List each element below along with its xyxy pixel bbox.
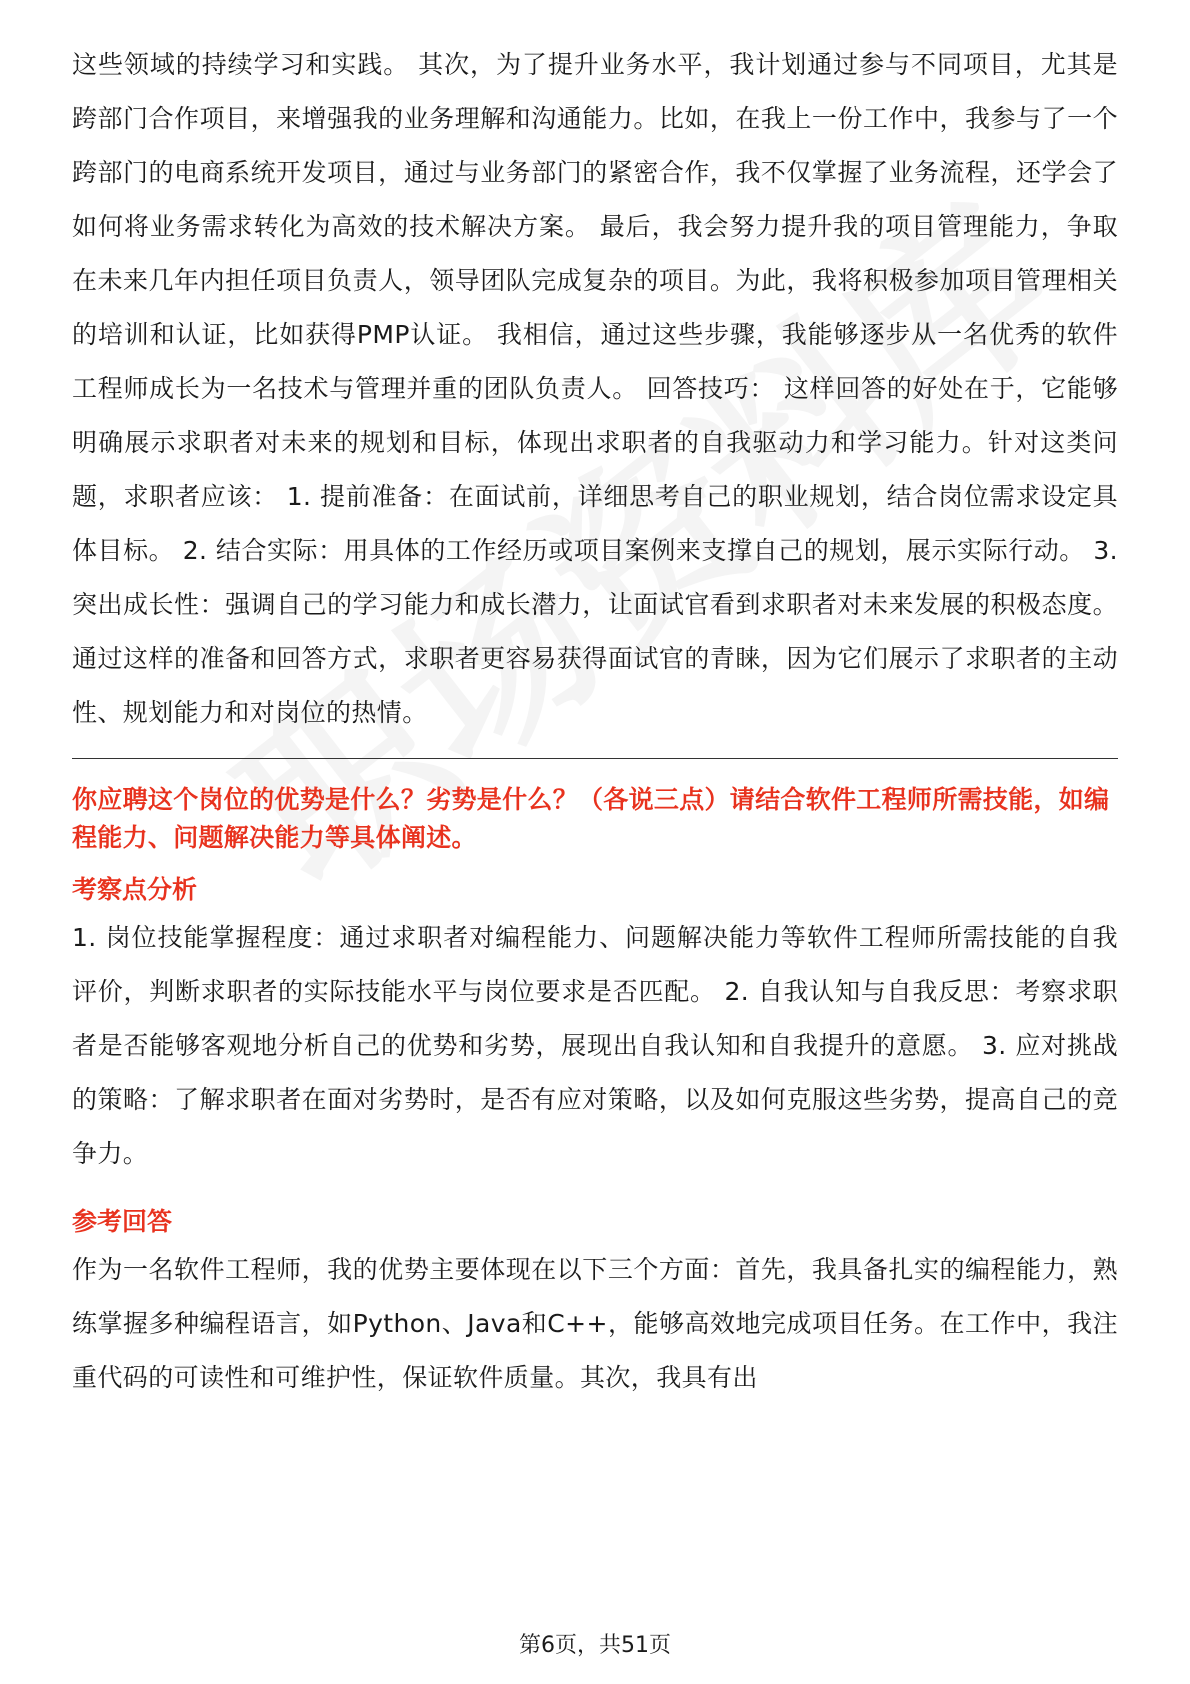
body-paragraph: 这些领域的持续学习和实践。 其次，为了提升业务水平，我计划通过参与不同项目，尤其是跨部门合作项目，来增强我的业务理解和沟通能力。比如，在我上一份工作中，我参与了一个跨部门的电商系统开发项目，通过与业务部门的紧密合作，我不仅掌握了业务流程，还学会了如何将业务需求转化为高效的技术解决方案。 最后，我会努力提升我的项目管理能力，争取在未来几年内担任项目负责人，领导团队完成复杂的项目。为此，我将积极参加项目管理相关的培训和认证，比如获得PMP认证。 我相信，通过这些步骤，我能够逐步从一名优秀的软件工程师成长为一名技术与管理并重的团队负责人。 回答技巧： 这样回答的好处在于，它能够明确展示求职者对未来的规划和目标，体现出求职者的自我驱动力和学习能力。针对这类问题，求职者应该： 1. 提前准备：在面试前，详细思考自己的职业规划，结合岗位需求设定具体目标。 2. 结合实际：用具体的工作经历或项目案例来支撑自己的规划，展示实际行动。 3. 突出成长性：强调自己的学习能力和成长潜力，让面试官看到求职者对未来发展的积极态度。 通过这样的准备和回答方式，求职者更容易获得面试官的青睐，因为它们展示了求职者的主动性、规划能力和对岗位的热情。 (72, 50, 1118, 727)
section-divider (72, 758, 1118, 759)
question-heading: 你应聘这个岗位的优势是什么？劣势是什么？（各说三点）请结合软件工程师所需技能，如编程能力、问题解决能力等具体阐述。 (72, 785, 1110, 852)
document-page (72, 38, 1118, 1405)
answer-heading: 参考回答 (72, 1207, 173, 1236)
answer-paragraph: 作为一名软件工程师，我的优势主要体现在以下三个方面：首先，我具备扎实的编程能力，熟练掌握多种编程语言，如Python、Java和C++，能够高效地完成项目任务。在工作中，我注重代码的可读性和可维护性，保证软件质量。其次，我具有出 (72, 1255, 1118, 1392)
analysis-heading: 考察点分析 (72, 875, 198, 904)
analysis-paragraph: 1. 岗位技能掌握程度：通过求职者对编程能力、问题解决能力等软件工程师所需技能的自我评价，判断求职者的实际技能水平与岗位要求是否匹配。 2. 自我认知与自我反思：考察求职者是否能够客观地分析自己的优势和劣势，展现出自我认知和自我提升的意愿。 3. 应对挑战的策略：了解求职者在面对劣势时，是否有应对策略，以及如何克服这些劣势，提高自己的竞争力。 (72, 923, 1118, 1168)
page-number: 第6页，共51页 (519, 1633, 671, 1658)
